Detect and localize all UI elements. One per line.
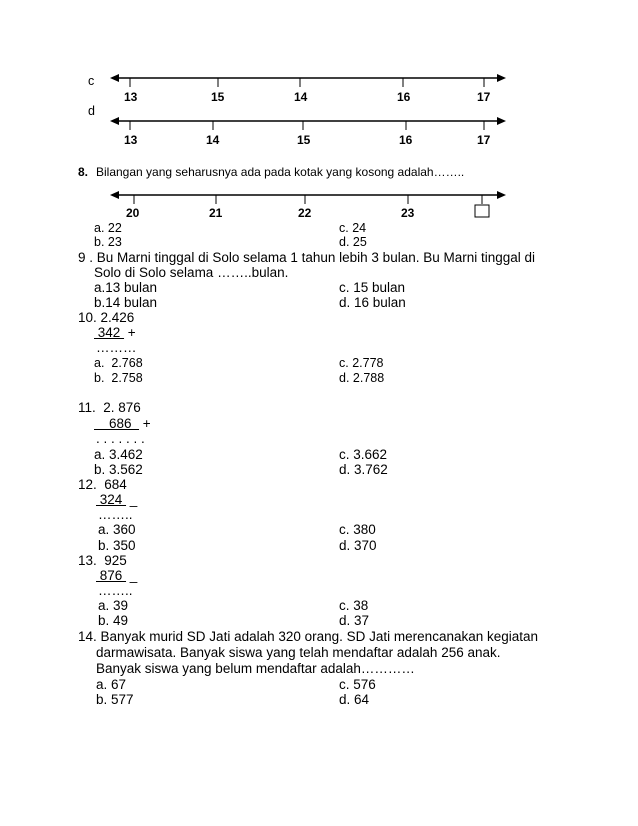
tick-label: 15 xyxy=(297,133,311,147)
question-9-text-line1: 9 . Bu Marni tinggal di Solo selama 1 tahun lebih 3 bulan. Bu Marni tinggal di xyxy=(78,250,536,265)
question-14-line3: Banyak siswa yang belum mendaftar adalah………… xyxy=(96,661,415,676)
empty-answer-box xyxy=(475,205,489,217)
question-9-text-line2: Solo di Solo selama ……..bulan. xyxy=(94,265,289,280)
option-d: d. 37 xyxy=(339,613,370,628)
tick-label: 20 xyxy=(126,206,140,220)
operand-value: 686 xyxy=(94,416,140,431)
question-12-operand xyxy=(96,492,137,508)
option-a: a. 3.462 xyxy=(94,447,143,462)
tick-label: 13 xyxy=(124,90,138,104)
tick-label: 17 xyxy=(477,133,491,147)
tick-label: 22 xyxy=(298,206,312,220)
answer-dots: …….. xyxy=(98,507,133,522)
option-d: d. 3.762 xyxy=(339,462,388,477)
tick-label: 23 xyxy=(401,206,415,220)
question-10-operand xyxy=(94,325,136,341)
question-14-line2: darmawisata. Banyak siswa yang telah mendaftar adalah 256 anak. xyxy=(96,645,501,660)
option-a: a. 39 xyxy=(98,598,129,613)
option-c: c. 24 xyxy=(339,221,367,235)
tick-label: 21 xyxy=(209,206,223,220)
tick-label: 16 xyxy=(399,133,413,147)
option-c: c. 2.778 xyxy=(339,356,384,370)
number-line-c xyxy=(110,74,506,87)
operator-sign: _ xyxy=(129,568,138,583)
tick-label: 16 xyxy=(397,90,411,104)
option-d: d. 2.788 xyxy=(339,371,385,385)
option-c: c. 3.662 xyxy=(339,447,388,462)
operand-value: 324 xyxy=(96,492,127,507)
operator-sign: _ xyxy=(129,492,138,507)
operator-sign: + xyxy=(142,416,151,431)
question-12-line1: 12. 684 xyxy=(78,477,127,492)
tick-label: 15 xyxy=(211,90,225,104)
tick-label: 14 xyxy=(294,90,308,104)
answer-dots: . . . . . . . xyxy=(96,431,145,446)
option-a: a. 67 xyxy=(96,677,127,692)
option-c: c. 576 xyxy=(339,677,376,692)
option-c: c. 38 xyxy=(339,598,369,613)
number-line-d xyxy=(110,117,506,130)
question-11-operand xyxy=(94,416,151,432)
option-b: b. 2.758 xyxy=(94,371,143,385)
option-a: a. 2.768 xyxy=(94,356,143,370)
option-d: d. 16 bulan xyxy=(339,295,406,310)
question-13-line1: 13. 925 xyxy=(78,553,127,568)
answer-dots: …….. xyxy=(98,583,133,598)
operator-sign: + xyxy=(127,325,136,340)
number-line-c-label: c xyxy=(88,74,95,88)
option-a: a. 22 xyxy=(94,221,122,235)
option-d: d. 25 xyxy=(339,235,367,249)
option-b: b. 577 xyxy=(96,692,134,707)
option-a: a. 360 xyxy=(98,522,136,537)
option-c: c. 15 bulan xyxy=(339,280,406,295)
option-b: b. 350 xyxy=(98,538,136,553)
operand-value: 876 xyxy=(96,568,127,583)
number-line-d-label: d xyxy=(88,104,95,118)
question-8-text: Bilangan yang seharusnya ada pada kotak yang kosong adalah…….. xyxy=(96,165,465,179)
tick-label: 13 xyxy=(124,133,138,147)
question-10-line1: 10. 2.426 xyxy=(78,310,135,325)
option-d: d. 370 xyxy=(339,538,377,553)
option-b: b. 3.562 xyxy=(94,462,143,477)
tick-label: 17 xyxy=(477,90,491,104)
answer-dots: ……… xyxy=(96,340,137,355)
option-d: d. 64 xyxy=(339,692,370,707)
question-11-line1: 11. 2. 876 xyxy=(78,400,141,415)
option-a: a.13 bulan xyxy=(94,280,158,295)
question-14-line1: 14. Banyak murid SD Jati adalah 320 orang. SD Jati merencanakan kegiatan xyxy=(78,629,539,644)
operand-value: 342 xyxy=(94,325,125,340)
option-b: b. 23 xyxy=(94,235,122,249)
question-number: 8. xyxy=(78,165,89,179)
tick-label: 14 xyxy=(206,133,220,147)
option-b: b. 49 xyxy=(98,613,129,628)
option-b: b.14 bulan xyxy=(94,295,158,310)
question-13-operand xyxy=(96,568,137,584)
option-c: c. 380 xyxy=(339,522,376,537)
